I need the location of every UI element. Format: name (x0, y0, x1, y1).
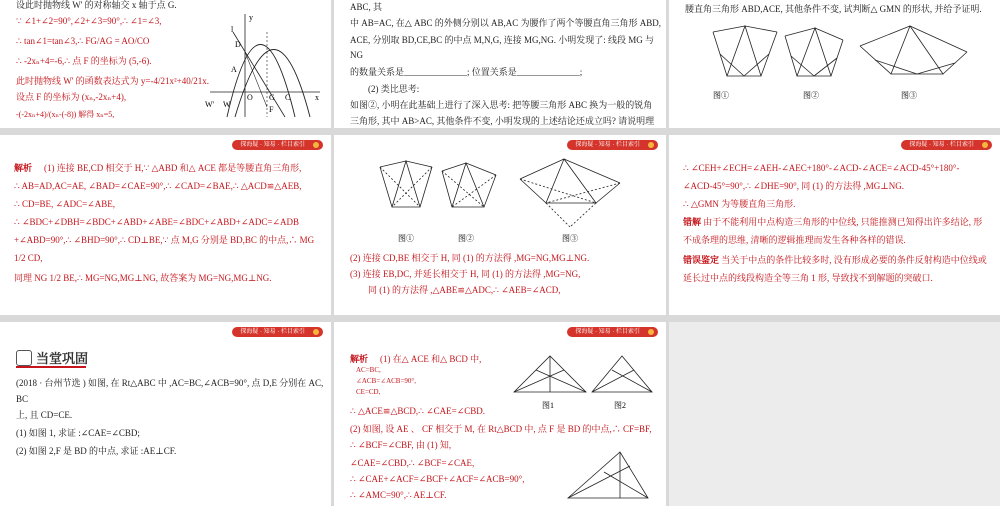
fig-label: y (249, 13, 253, 22)
text-line: 1/2 CD, (14, 253, 43, 263)
text-line: 如图②, 小明在此基础上进行了深入思考: 把等腰三角形 ABC 换为一般的锐角 (350, 100, 653, 110)
text-line: -(-2xₙ+4)/(xₙ-(-8)) 解得 xₙ=5, (16, 110, 115, 119)
fig-label: O (247, 93, 253, 102)
slide-problem-figures (669, 0, 1000, 128)
text-line: 设此时抛物线 W' 的对称轴交 x 轴于点 G. (16, 0, 177, 10)
fig-label: F (269, 105, 274, 114)
text-line: ∴ ∠BCF=∠CBF, 由 (1) 知, (350, 440, 452, 450)
text-line: (3) 连接 EB,DC, 并延长相交于 H, 同 (1) 的方法得 ,MG=NG, (350, 269, 581, 279)
text-line: ∴ AB=AD,AC=AE, ∠BAD=∠CAE=90°,∴ ∠CAD=∠BAE,∴ △ACD≌△AEB, (14, 181, 302, 191)
text-line: ∠ACB=∠ACB=90°, (356, 377, 416, 385)
text-line: (2) 如图, 设 AE 、 CF 相交于 M, 在 Rt△BCD 中, 点 F 是 BD 的中点,∴ CF=BF, (350, 424, 652, 434)
parabola-figure (205, 12, 325, 124)
nav-pill-label: 探海疑 · 知易 · 栏目索引 (240, 329, 305, 335)
text-line: (1) 如图 1, 求证 :∠CAE=∠CBD; (16, 428, 140, 438)
title-underline (16, 366, 86, 368)
text-line: ∴ ∠BDC+∠DBH=∠BDC+∠ABD+∠ABE=∠BDC+∠ABD+∠ADC=∠ADB (14, 217, 299, 227)
text-line: ∴ ∠CAE+∠ACF=∠BCF+∠ACF=∠ACB=90°, (350, 474, 525, 484)
fig-label: x (315, 93, 319, 102)
text-line: ∴ tan∠1=tan∠3,∴ FG/AG = AO/CO (16, 36, 150, 46)
slide-practice-solution (334, 322, 666, 506)
nav-pill-label: 探海疑 · 知易 · 栏目索引 (909, 142, 974, 148)
slide-solution-part2 (334, 135, 666, 315)
star-icon (648, 329, 654, 335)
text-line: (1) 在△ ACE 和△ BCD 中, (380, 354, 482, 364)
text-line: (2) 如图 2,F 是 BD 的中点, 求证 :AE⊥CF. (16, 446, 177, 456)
text-line: 此时抛物线 W' 的函数表达式为 y=-4/21x²+40/21x. (16, 76, 209, 86)
fig-label: W (223, 100, 231, 109)
nav-pill[interactable] (567, 327, 658, 337)
text-line: 三角形, 其中 AB>AC, 其他条件不变, 小明发现的上述结论还成立吗? 请说明理 (350, 116, 655, 126)
slide-error-analysis (669, 135, 1000, 315)
text-line: 上, 且 CD=CE. (16, 410, 73, 420)
book-icon (16, 350, 32, 366)
nav-pill[interactable] (567, 140, 658, 150)
nav-pill-label: 探海疑 · 知易 · 栏目索引 (575, 329, 640, 335)
figure-caption: 图② (458, 234, 474, 243)
text-line: ACE, 分别取 BD,CE,BC 的中点 M,N,G, 连接 MG,NG. 小明发现了: 线段 MG 与 (350, 35, 655, 45)
triangle-figure-cf (564, 446, 656, 504)
text-line: +∠ABD=90°,∴ ∠BHD=90°,∴ CD⊥BE,∵ 点 M,G 分别是 BD,BC 的中点,∴ MG (14, 235, 315, 245)
geometry-figures (705, 22, 975, 100)
text-line: CE=CD, (356, 388, 381, 396)
text-line: 同 (1) 的方法得 ,△ABE≌△ADC,∴ ∠AEB=∠ACD, (368, 285, 561, 295)
analysis-heading: 解析 (14, 163, 33, 173)
text-line: ∴ -2xₙ+4=-6,∴ 点 F 的坐标为 (5,-6). (16, 56, 152, 66)
section-title-text: 当堂巩固 (36, 351, 89, 366)
slide-solution-part1 (0, 135, 331, 315)
figure-caption: 图③ (562, 234, 578, 243)
text-line: NG (350, 50, 363, 60)
fig-label: C (285, 93, 291, 102)
nav-pill[interactable] (232, 327, 323, 337)
error-text: 由于不能利用中点构造三角形的中位线, 只能推测已知得出许多结论, 形不成条理的思维, 清晰的逻辑推理而发生各种各样的错误. (683, 217, 983, 245)
text-line: 腰直角三角形 ABD,ACE, 其他条件不变, 试判断△ GMN 的形状, 并给予证明. (685, 4, 982, 14)
figure-caption: 图③ (901, 91, 917, 100)
text-line: AC=BC, (356, 366, 381, 374)
figure-caption: 图① (713, 91, 729, 100)
text-line: 中 AB=AC, 在△ ABC 的外侧分别以 AB,AC 为腰作了两个等腰直角三角形 ABD, (350, 18, 662, 28)
nav-pill-label: 探海疑 · 知易 · 栏目索引 (240, 142, 305, 148)
text-line: ∴ △GMN 为等腰直角三角形. (683, 199, 796, 209)
text-line: (2) 类比思考: (368, 84, 420, 94)
text-line: 同理 NG 1/2 BE,∴ MG=NG,MG⊥NG, 故答案为 MG=NG,MG⊥NG. (14, 273, 272, 283)
text-line: ABC, 其 (350, 2, 383, 12)
text-line: 的数量关系是______________; 位置关系是______________; (350, 67, 583, 77)
error-block (683, 213, 987, 249)
fig-label: D (235, 40, 241, 49)
triangle-figures (510, 346, 660, 412)
slide-problem-statement (334, 0, 666, 128)
nav-pill[interactable] (901, 140, 992, 150)
star-icon (313, 329, 319, 335)
fig-label: l (231, 25, 234, 34)
text-line: ∴ ∠AMC=90°,∴ AE⊥CF. (350, 490, 447, 500)
section-title (16, 348, 88, 367)
slide-empty (669, 322, 1000, 506)
figure-caption: 图2 (614, 401, 626, 410)
fig-label: G (269, 93, 275, 102)
text-line: ∴ △ACE≌△BCD,∴ ∠CAE=∠CBD. (350, 406, 486, 416)
solution-figures (374, 155, 634, 243)
slide-practice (0, 322, 331, 506)
fig-label: A (231, 65, 237, 74)
text-line: ∴ ∠CEH+∠ECH=∠AEH-∠AEC+180°-∠ACD-∠ACE=∠ACD-45°+180°- (683, 163, 960, 173)
text-line: ∵ ∠1+∠2=90°,∠2+∠3=90°,∴ ∠1=∠3, (16, 16, 162, 26)
text-line: ∠ACD-45°=90°,∴ ∠DHE=90°, 同 (1) 的方法得 ,MG⊥NG. (683, 181, 904, 191)
star-icon (648, 142, 654, 148)
text-line: 设点 F 的坐标为 (xₙ,-2xₙ+4), (16, 92, 127, 102)
star-icon (982, 142, 988, 148)
slide-parabola-solution (0, 0, 331, 128)
nav-pill[interactable] (232, 140, 323, 150)
review-heading: 错误鉴定 (683, 255, 720, 265)
star-icon (313, 142, 319, 148)
review-text: 当关于中点的条件比较多时, 没有形成必要的条件反射构造中位线或延长过中点的线段构造全等三角 1 形, 导致找不到解题的突破口. (683, 255, 987, 283)
figure-caption: 图① (398, 234, 414, 243)
text-line: ∴ CD=BE, ∠ADC=∠ABE, (14, 199, 115, 209)
nav-pill-label: 探海疑 · 知易 · 栏目索引 (575, 142, 640, 148)
figure-caption: 图1 (542, 401, 554, 410)
error-heading: 错解 (683, 217, 702, 227)
text-line: (2) 连接 CD,BE 相交于 H, 同 (1) 的方法得 ,MG=NG,MG⊥NG. (350, 253, 590, 263)
review-block (683, 251, 987, 287)
text-line: (1) 连接 BE,CD 相交于 H,∵ △ABD 和△ ACE 都是等腰直角三角形, (44, 163, 302, 173)
text-line: BC (16, 394, 29, 404)
text-line: (2018 · 台州节选 ) 如图, 在 Rt△ABC 中 ,AC=BC,∠ACB=90°, 点 D,E 分别在 AC, (16, 378, 324, 388)
text-line: ∠CAE=∠CBD,∴ ∠BCF=∠CAE, (350, 458, 475, 468)
analysis-heading: 解析 (350, 354, 369, 364)
figure-caption: 图② (803, 91, 819, 100)
fig-label: W' (205, 100, 214, 109)
